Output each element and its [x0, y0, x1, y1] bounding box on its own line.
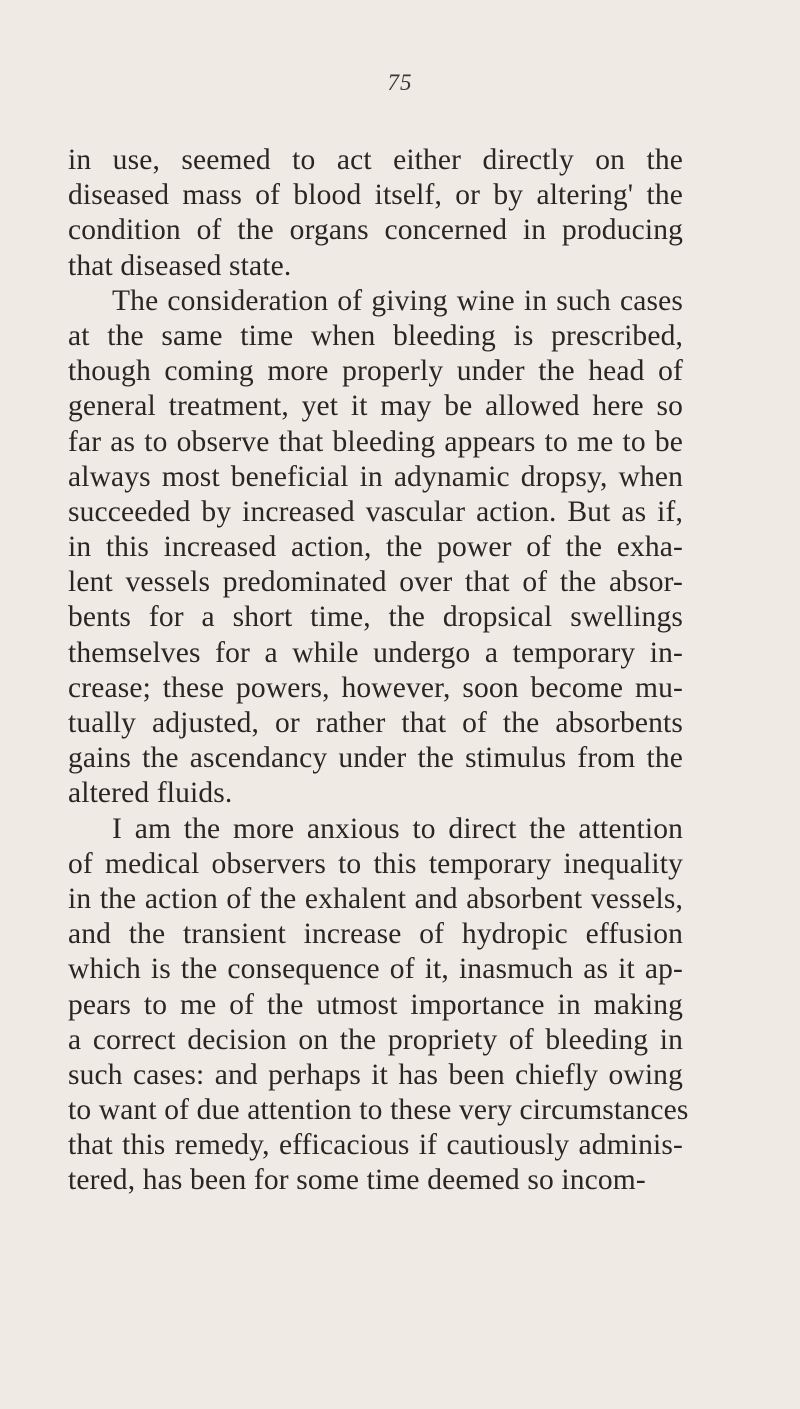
text-line: to want of due attention to these very circumstances	[68, 1094, 689, 1127]
text-line: always most beneficial in adynamic dropsy, when	[68, 460, 683, 493]
text-line: condition of the organs concerned in producing	[68, 214, 683, 247]
text-line: such cases: and perhaps it has been chiefly owing	[68, 1058, 683, 1091]
text-line: bents for a short time, the dropsical swellings	[68, 601, 683, 634]
text-line: that this remedy, efficacious if cautiously adminis-	[68, 1129, 683, 1162]
text-line: themselves for a while undergo a temporary in-	[68, 636, 683, 669]
text-line: altered fluids.	[68, 777, 233, 810]
text-line: pears to me of the utmost importance in making	[68, 988, 683, 1021]
text-line: far as to observe that bleeding appears to me to be	[68, 425, 683, 458]
text-line: though coming more properly under the head of	[68, 355, 683, 388]
text-line: a correct decision on the propriety of bleeding in	[68, 1023, 683, 1056]
body-text	[68, 143, 689, 1199]
text-line: of medical observers to this temporary inequality	[68, 847, 683, 880]
text-line: succeeded by increased vascular action. But as if,	[68, 495, 683, 528]
text-line: diseased mass of blood itself, or by altering' the	[68, 179, 683, 212]
text-line: and the transient increase of hydropic effusion	[68, 918, 683, 951]
text-line: lent vessels predominated over that of the absor-	[68, 566, 683, 599]
text-line: I am the more anxious to direct the attention	[112, 812, 683, 845]
text-line: gains the ascendancy under the stimulus from the	[68, 742, 683, 775]
page-number: 75	[387, 70, 413, 95]
text-line: which is the consequence of it, inasmuch as it ap-	[68, 953, 683, 986]
text-line: general treatment, yet it may be allowed here so	[68, 390, 683, 423]
text-line: in use, seemed to act either directly on the	[68, 144, 683, 176]
text-line: in the action of the exhalent and absorbent vessels,	[68, 882, 683, 915]
text-line: The consideration of giving wine in such cases	[112, 284, 683, 317]
text-line: that diseased state.	[68, 249, 292, 282]
text-line: in this increased action, the power of the exha-	[68, 531, 683, 564]
text-line: tered, has been for some time deemed so incom-	[68, 1164, 646, 1197]
text-line: crease; these powers, however, soon become mu-	[68, 671, 683, 704]
text-line: at the same time when bleeding is prescribed,	[68, 319, 683, 352]
text-line: tually adjusted, or rather that of the absorbents	[68, 707, 683, 739]
